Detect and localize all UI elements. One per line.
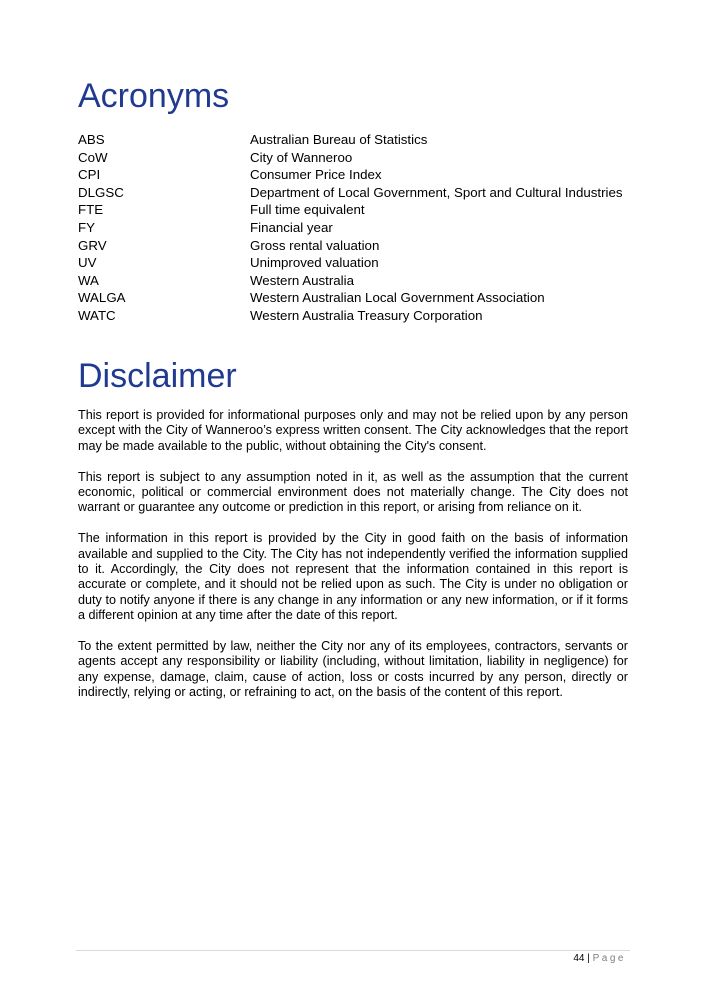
acronym-row <box>78 166 638 184</box>
page-label: Page <box>592 953 626 964</box>
acronym-abbr: CPI <box>78 167 101 183</box>
disclaimer-paragraph: The information in this report is provided by the City in good faith on the basis of information available and supplied to the City. The City has not independently verified the information supplied to it. Accordingly, the City does not represent that the information contained in this report is accurate or complete, and it should not be relied upon as such. The City is under no obligation or duty to notify anyone if there is any change in any information or any new information, or if it forms a different opinion at any time after the date of this report. <box>78 531 628 623</box>
acronym-meaning: Full time equivalent <box>250 202 365 218</box>
acronyms-heading: Acronyms <box>78 77 230 115</box>
acronym-meaning: Financial year <box>250 219 333 235</box>
acronym-meaning: Gross rental valuation <box>250 237 380 253</box>
acronym-abbr: UV <box>78 255 97 271</box>
disclaimer-paragraph: This report is provided for informational purposes only and may not be relied upon by any person except with the City of Wanneroo’s express written consent. The City acknowledges that the report may be made available to the public, without obtaining the City's consent. <box>78 408 628 453</box>
acronym-row <box>78 184 638 202</box>
acronym-row <box>78 307 638 325</box>
acronym-meaning: Unimproved valuation <box>250 255 379 271</box>
acronym-meaning: City of Wanneroo <box>250 149 353 165</box>
acronym-row <box>78 219 638 237</box>
acronym-row <box>78 272 638 290</box>
acronym-meaning: Western Australia Treasury Corporation <box>250 307 483 323</box>
acronym-abbr: WALGA <box>78 290 126 306</box>
acronym-row <box>78 131 638 149</box>
page-footer <box>573 952 626 966</box>
acronym-meaning: Australian Bureau of Statistics <box>250 132 428 147</box>
acronym-abbr: FY <box>78 219 95 235</box>
acronym-abbr: DLGSC <box>78 184 124 200</box>
acronym-abbr: WATC <box>78 307 116 323</box>
acronym-row <box>78 201 638 219</box>
acronym-meaning: Western Australian Local Government Association <box>250 290 545 306</box>
page-number: 44 <box>573 953 585 964</box>
disclaimer-heading: Disclaimer <box>78 357 237 395</box>
disclaimer-paragraph: To the extent permitted by law, neither the City nor any of its employees, contractors, servants or agents accept any responsibility or liability (including, without limitation, liability in negligence) for any expense, damage, claim, cause of action, loss or costs incurred by any person, directly or indirectly, relying or acting, or refraining to act, on the basis of the content of this report. <box>78 639 628 700</box>
footer-separator: | <box>587 953 590 964</box>
disclaimer-paragraph: This report is subject to any assumption noted in it, as well as the assumption that the current economic, political or commercial environment does not materially change. The City does not warrant or guarantee any outcome or prediction in this report, or arising from reliance on it. <box>78 469 628 515</box>
acronym-abbr: CoW <box>78 149 108 165</box>
footer-divider <box>76 950 630 951</box>
disclaimer-body <box>78 408 628 716</box>
acronym-abbr: GRV <box>78 237 107 253</box>
acronym-row <box>78 289 638 307</box>
acronym-abbr: FTE <box>78 202 104 218</box>
acronym-row <box>78 254 638 272</box>
acronym-row <box>78 237 638 255</box>
acronym-meaning: Consumer Price Index <box>250 167 382 183</box>
acronym-abbr: WA <box>78 272 99 288</box>
acronym-abbr: ABS <box>78 132 105 147</box>
acronyms-table <box>78 131 638 325</box>
acronym-meaning: Western Australia <box>250 272 354 288</box>
acronym-row <box>78 149 638 167</box>
acronym-meaning: Department of Local Government, Sport and Cultural Industries <box>250 184 623 200</box>
